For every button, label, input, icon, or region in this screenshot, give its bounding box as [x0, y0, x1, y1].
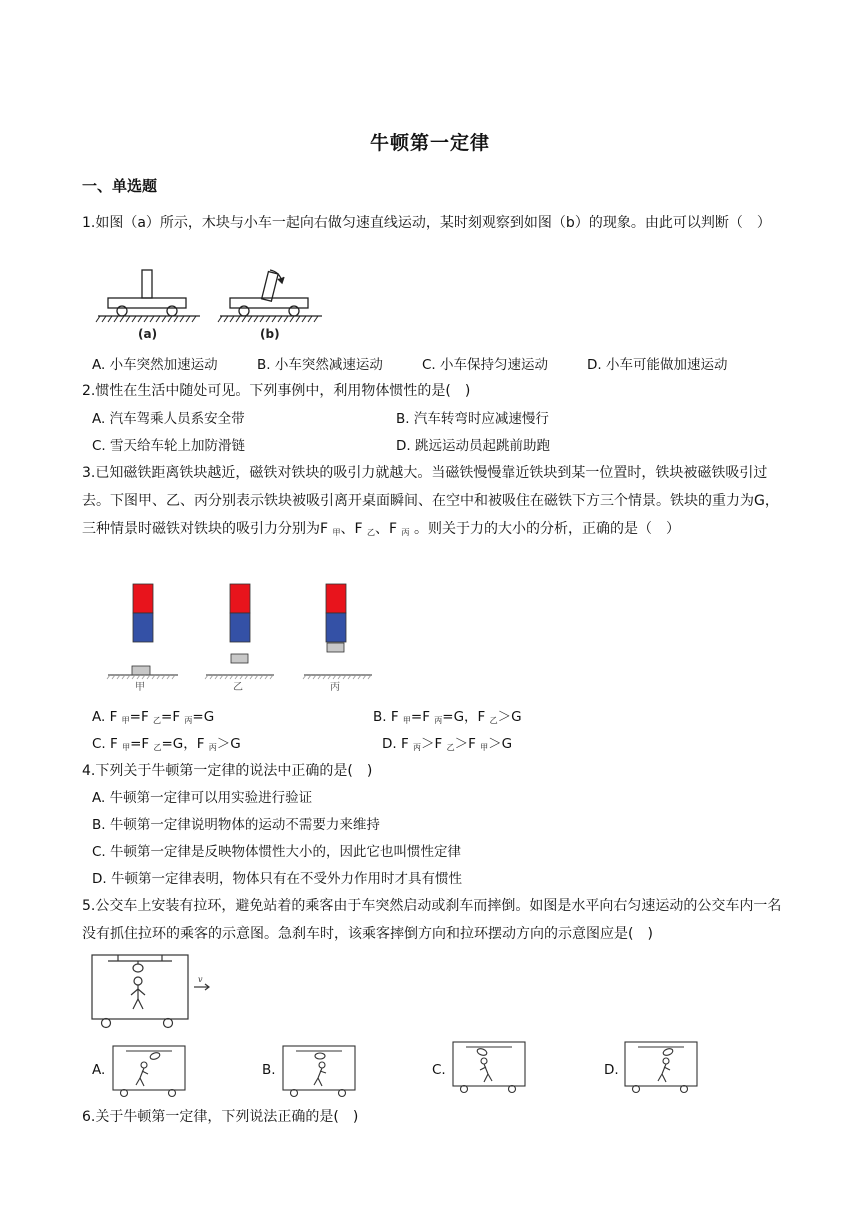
label-jia: 甲 [135, 682, 145, 693]
question-2-option-c[interactable]: C. 雪天给车轮上加防滑链 [92, 438, 246, 454]
question-6-stem: 6.关于牛顿第一定律，下列说法正确的是( ) [82, 1109, 359, 1125]
subscript-bing: 丙 [401, 528, 410, 537]
label-yi: 乙 [233, 682, 243, 693]
question-1-option-b[interactable]: B. 小车突然减速运动 [257, 357, 383, 373]
subscript-yi: 乙 [367, 528, 376, 537]
question-1-option-d[interactable]: D. 小车可能做加速运动 [587, 357, 728, 373]
question-5-stem: 5.公交车上安装有拉环，避免站着的乘客由于车突然启动或刹车而摔倒。如图是水平向右匀速运动的公交车内一名没有抓住拉环的乘客的示意图。急刹车时，该乘客摔倒方向和拉环摆动方向的示意图应是( ) [82, 898, 782, 942]
question-5-option-c-figure[interactable] [450, 1040, 530, 1098]
question-3-option-d[interactable]: D. F $_丙$＞F $_乙$＞F $_甲$＞G [382, 736, 513, 752]
velocity-label: v [198, 975, 203, 984]
figure-a-label: (a) [138, 327, 158, 341]
question-5-main-figure [88, 953, 218, 1033]
question-5-option-a-label[interactable]: A. [92, 1062, 106, 1078]
question-4-option-a[interactable]: A. 牛顿第一定律可以用实验进行验证 [92, 790, 313, 806]
question-1-option-c[interactable]: C. 小车保持匀速运动 [422, 357, 549, 373]
question-3-stem-end: 。则关于力的大小的分析，正确的是（ ） [414, 521, 680, 537]
question-3-figure [106, 584, 376, 694]
page-title: 牛顿第一定律 [369, 132, 490, 154]
question-4-option-d[interactable]: D. 牛顿第一定律表明，物体只有在不受外力作用时才具有惯性 [92, 871, 462, 887]
question-4-stem: 4.下列关于牛顿第一定律的说法中正确的是( ) [82, 763, 373, 779]
question-3-stem-text: 3.已知磁铁距离铁块越近，磁铁对铁块的吸引力就越大。当磁铁慢慢靠近铁块到某一位置时，铁块被磁铁吸引过去。下图甲、乙、丙分别表示铁块被吸引离开桌面瞬间、在空中和被吸住在磁铁下方三个情景。铁块的重力为G，三种情景时磁铁对铁块的吸引力分别为F [82, 465, 779, 537]
question-1-option-a[interactable]: A. 小车突然加速运动 [92, 357, 218, 373]
question-4-option-c[interactable]: C. 牛顿第一定律是反映物体惯性大小的，因此它也叫惯性定律 [92, 844, 462, 860]
question-5-option-d-figure[interactable] [622, 1040, 702, 1098]
question-2-stem: 2.惯性在生活中随处可见。下列事例中，利用物体惯性的是( ) [82, 383, 471, 399]
subscript-jia: 甲 [332, 528, 341, 537]
question-5-option-d-label[interactable]: D. [604, 1062, 619, 1078]
question-4-option-b[interactable]: B. 牛顿第一定律说明物体的运动不需要力来维持 [92, 817, 380, 833]
question-2-option-d[interactable]: D. 跳远运动员起跳前助跑 [396, 438, 550, 454]
section-heading: 一、单选题 [82, 177, 158, 195]
label-bing: 丙 [330, 682, 340, 693]
question-5-option-b-figure[interactable] [280, 1044, 360, 1102]
question-2-option-a[interactable]: A. 汽车驾乘人员系安全带 [92, 411, 245, 427]
question-2-option-b[interactable]: B. 汽车转弯时应减速慢行 [396, 411, 549, 427]
question-5-option-b-label[interactable]: B. [262, 1062, 276, 1078]
question-5-option-a-figure[interactable] [110, 1044, 190, 1102]
question-3-option-b[interactable]: B. F $_甲$=F $_丙$=G，F $_乙$＞G [373, 709, 522, 725]
question-3-stem: 3.已知磁铁距离铁块越近，磁铁对铁块的吸引力就越大。当磁铁慢慢靠近铁块到某一位置时，铁块被磁铁吸引过去。下图甲、乙、丙分别表示铁块被吸引离开桌面瞬间、在空中和被吸住在磁铁下方三个情景。铁块的重力为G，三种情景时磁铁对铁块的吸引力分别为F $_甲$、F $_乙$、F $_丙$ 。则关于力的大小的分析，正确的是（ ） [82, 465, 779, 537]
question-3-option-a[interactable]: A. F $_甲$=F $_乙$=F $_丙$=G [92, 709, 215, 725]
question-3-option-c[interactable]: C. F $_甲$=F $_乙$=G，F $_丙$＞G [92, 736, 241, 752]
question-1-stem: 1.如图（a）所示，木块与小车一起向右做匀速直线运动，某时刻观察到如图（b）的现象。由此可以判断（ ） [82, 215, 771, 231]
question-1-figure [96, 266, 316, 344]
question-5-option-c-label[interactable]: C. [432, 1062, 446, 1078]
figure-b-label: (b) [260, 327, 280, 341]
